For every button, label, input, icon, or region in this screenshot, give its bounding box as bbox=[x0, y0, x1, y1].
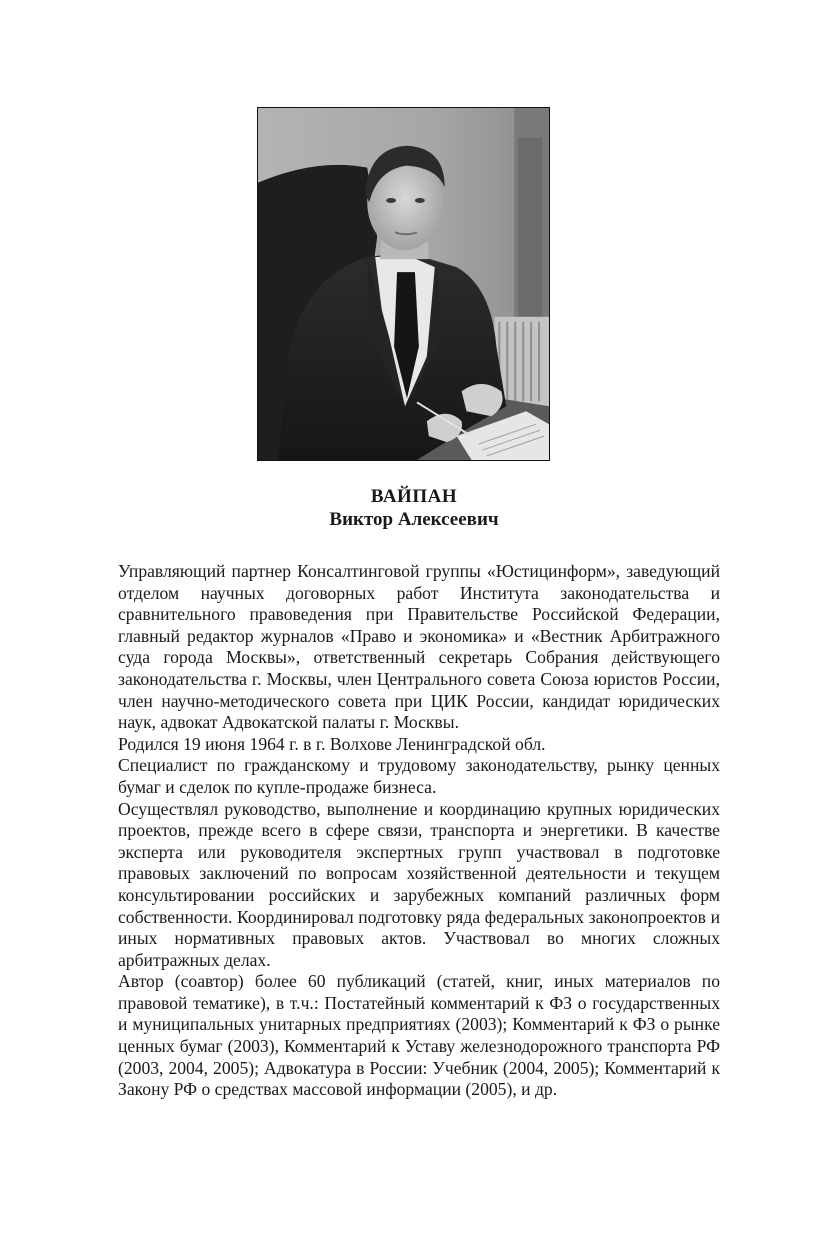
surname: ВАЙПАН bbox=[370, 486, 458, 507]
bio-paragraph: Автор (соавтор) более 60 публикаций (статей, книг, иных материалов по правовой тематике), в т.ч.: Постатейный комментарий к ФЗ о государственных и муниципальных унитарных предприятиях (2003); Комментарий к ФЗ о рынке ценных бумаг (2003), Комментарий к Уставу железнодорожного транспорта РФ (2003, 2004, 2005); Адвокатура в России: Учебник (2004, 2005); Комментарий к Закону РФ о средствах массовой информации (2005), и др. bbox=[118, 971, 720, 1100]
bio-paragraph: Специалист по гражданскому и трудовому законодательству, рынку ценных бумаг и сделок по купле-продаже бизнеса. bbox=[118, 755, 720, 797]
bio-paragraph: Родился 19 июня 1964 г. в г. Волхове Ленинградской обл. bbox=[118, 733, 546, 754]
portrait-illustration bbox=[258, 108, 549, 460]
name-heading bbox=[0, 486, 828, 532]
given-names: Виктор Алексеевич bbox=[329, 509, 499, 530]
bio-paragraph: Управляющий партнер Консалтинговой группы «Юстицинформ», заведующий отделом научных договорных работ Института законодательства и сравнительного правоведения при Правительстве Российской Федерации, главный редактор журналов «Право и экономика» и «Вестник Арбитражного суда города Москвы», ответственный секретарь Собрания действующего законодательства г. Москвы, член Центрального совета Союза юристов России, член научно-методического совета при ЦИК России, кандидат юридических наук, адвокат Адвокатской палаты г. Москвы. bbox=[118, 561, 720, 733]
bio-paragraph: Осуществлял руководство, выполнение и координацию крупных юридических проектов, прежде всего в сфере связи, транспорта и энергетики. В качестве эксперта или руководителя экспертных групп участвовал в подготовке правовых заключений по вопросам хозяйственной деятельности и текущем консультировании российских и зарубежных компаний различных форм собственности. Координировал подготовку ряда федеральных законопроектов и иных нормативных правовых актов. Участвовал во многих сложных арбитражных делах. bbox=[118, 798, 720, 970]
biography bbox=[118, 561, 720, 1101]
portrait-photo bbox=[257, 107, 550, 461]
